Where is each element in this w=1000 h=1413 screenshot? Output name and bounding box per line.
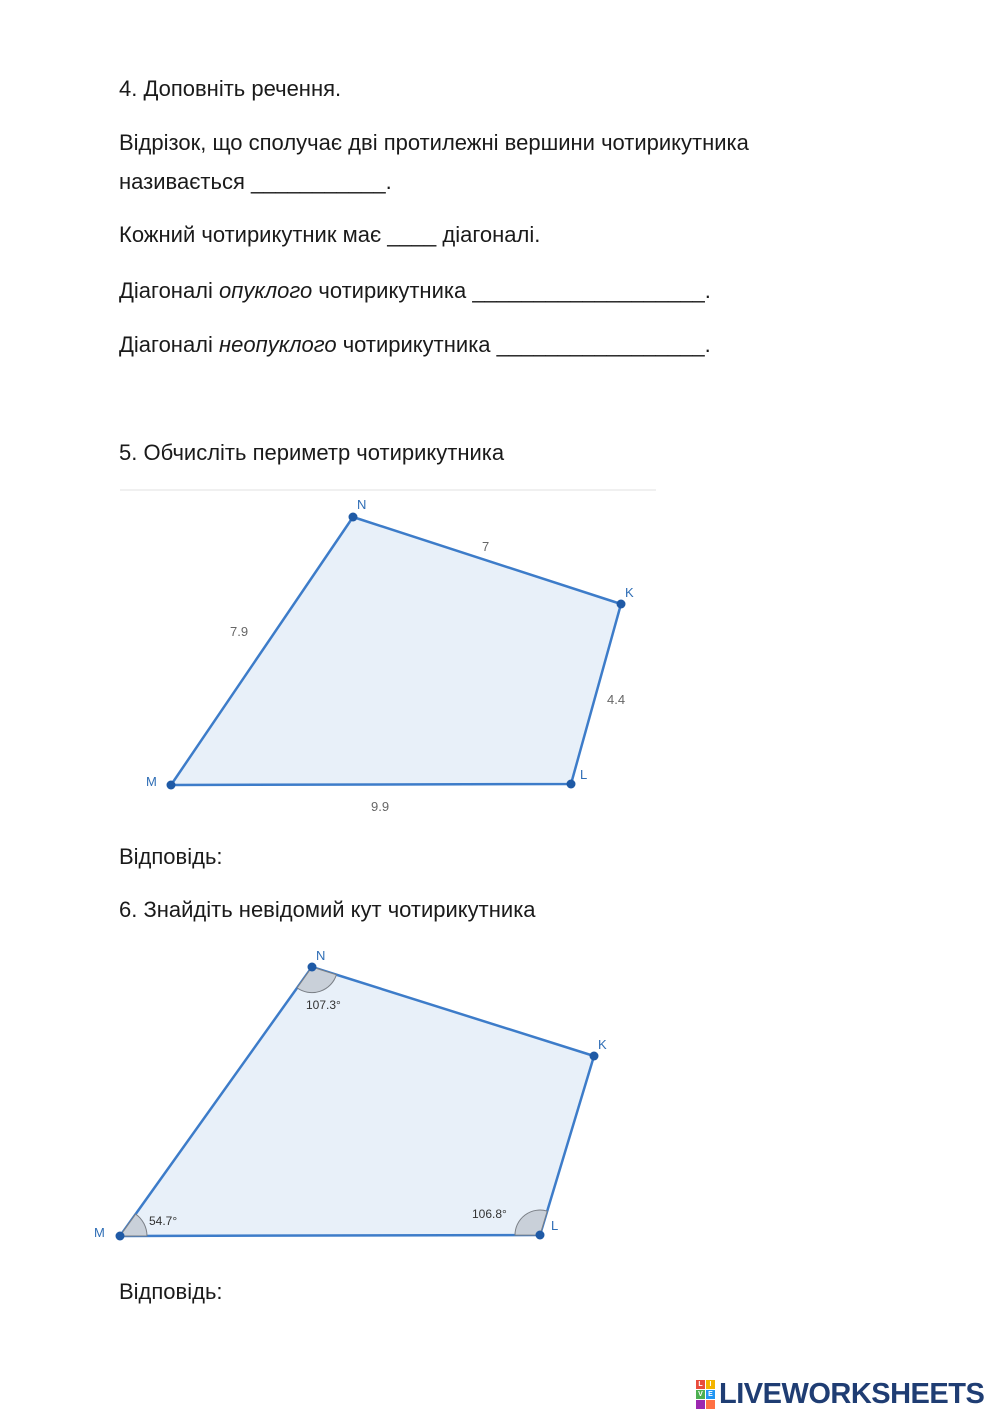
task6-answer-label: Відповідь: bbox=[119, 1279, 223, 1304]
vertex-m bbox=[116, 1232, 125, 1241]
vertex-label-l: L bbox=[580, 767, 588, 782]
task5-heading: 5. Обчисліть периметр чотирикутника bbox=[119, 440, 505, 465]
liveworksheets-logo[interactable] bbox=[696, 1378, 984, 1410]
answer-blank-2[interactable]: ____ bbox=[387, 222, 437, 247]
vertex-k bbox=[590, 1052, 599, 1061]
angle-label-n: 107.3° bbox=[306, 998, 341, 1012]
vertex-label-k: K bbox=[625, 585, 634, 600]
quadrilateral-shape bbox=[171, 517, 621, 785]
task4-emphasis: неопуклого bbox=[219, 332, 337, 357]
vertex-k bbox=[617, 600, 626, 609]
logo-tile: E bbox=[706, 1390, 715, 1399]
task4-text: Кожний чотирикутник має bbox=[119, 222, 388, 247]
vertex-l bbox=[536, 1231, 545, 1240]
task4-text: . bbox=[704, 332, 711, 357]
vertex-l bbox=[567, 780, 576, 789]
task4-text: чотирикутника bbox=[312, 278, 473, 303]
answer-blank-3[interactable]: ___________________ bbox=[472, 278, 705, 303]
logo-text: LIVEWORKSHEETS bbox=[719, 1377, 985, 1410]
angle-label-l: 106.8° bbox=[472, 1207, 507, 1221]
task4-heading: 4. Доповніть речення. bbox=[119, 76, 342, 101]
logo-tile: L bbox=[696, 1380, 705, 1389]
task4-text: . bbox=[704, 278, 711, 303]
answer-blank-4[interactable]: _________________ bbox=[496, 332, 705, 357]
task4-emphasis: опуклого bbox=[219, 278, 313, 303]
side-label-nk: 7 bbox=[482, 539, 490, 554]
task4-text: називається bbox=[119, 169, 251, 194]
vertex-n bbox=[308, 963, 317, 972]
quadrilateral-perimeter-figure bbox=[146, 497, 634, 814]
vertex-label-m: M bbox=[146, 774, 157, 789]
side-label-lm: 9.9 bbox=[371, 799, 390, 814]
logo-tile: V bbox=[696, 1390, 705, 1399]
task4-text: Діагоналі bbox=[119, 278, 220, 303]
angle-label-m: 54.7° bbox=[149, 1214, 178, 1228]
task4-text: чотирикутника bbox=[336, 332, 497, 357]
task4-text: Діагоналі bbox=[119, 332, 220, 357]
side-label-kl: 4.4 bbox=[607, 692, 626, 707]
vertex-label-n: N bbox=[316, 948, 326, 963]
vertex-label-m: M bbox=[94, 1225, 105, 1240]
logo-icon bbox=[696, 1380, 715, 1409]
quadrilateral-angle-figure bbox=[94, 948, 607, 1241]
side-label-mn: 7.9 bbox=[230, 624, 249, 639]
vertex-n bbox=[349, 513, 358, 522]
logo-tile: I bbox=[706, 1380, 715, 1389]
logo-tile bbox=[696, 1400, 705, 1409]
quadrilateral-shape bbox=[120, 967, 594, 1236]
vertex-label-k: K bbox=[598, 1037, 607, 1052]
task5-answer-label: Відповідь: bbox=[119, 844, 223, 869]
task6-heading: 6. Знайдіть невідомий кут чотирикутника bbox=[119, 897, 536, 922]
task4-text: . bbox=[385, 169, 392, 194]
vertex-label-l: L bbox=[551, 1218, 559, 1233]
answer-blank-1[interactable]: ___________ bbox=[250, 169, 386, 194]
task4-sentence-1: Відрізок, що сполучає дві протилежні вершини чотирикутника bbox=[119, 130, 749, 155]
task4-text: діагоналі. bbox=[436, 222, 541, 247]
vertex-label-n: N bbox=[357, 497, 367, 512]
logo-tile bbox=[706, 1400, 715, 1409]
vertex-m bbox=[167, 781, 176, 790]
